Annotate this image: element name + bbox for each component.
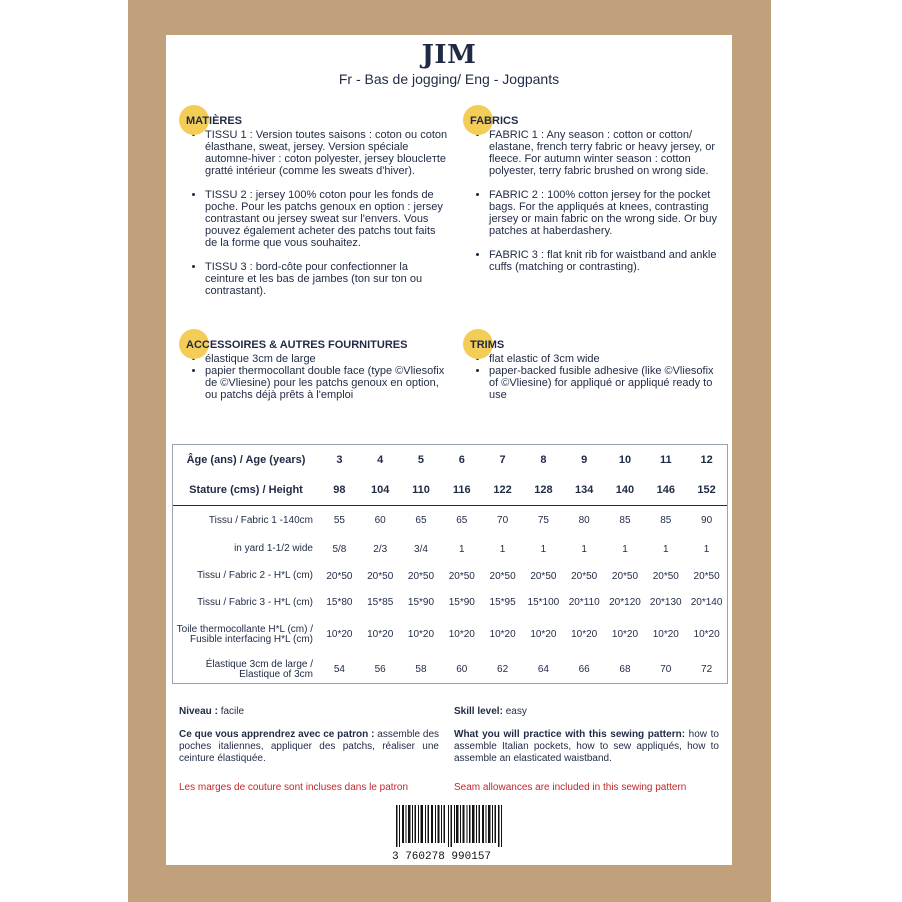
table-cell: 65 xyxy=(401,506,442,536)
learn-en: What you will practice with this sewing pattern: how to assemble Italian pockets, how to sew appliqués, how to assemble an elasticated waistband. xyxy=(454,729,719,764)
level-en: Skill level: easy xyxy=(454,706,527,717)
table-cell: 80 xyxy=(564,506,605,536)
table-cell: 62 xyxy=(497,664,509,675)
table-cell: 85 xyxy=(645,506,686,536)
list-item: • flat elastic of 3cm wide xyxy=(489,353,720,365)
size-table xyxy=(172,444,728,684)
table-cell: 20*50 xyxy=(367,570,394,582)
seam-allowance-en: Seam allowances are included in this sewing pattern xyxy=(454,782,687,793)
table-cell: 1 xyxy=(540,543,547,555)
age-cell: 7 xyxy=(499,454,506,466)
table-cell: 1 xyxy=(459,543,465,555)
age-cell: 9 xyxy=(581,454,588,466)
table-cell: 68 xyxy=(619,664,631,675)
table-cell: 10*20 xyxy=(407,629,435,640)
table-cell: 15*95 xyxy=(489,597,516,608)
table-cell: 2/3 xyxy=(373,543,388,555)
pattern-sheet xyxy=(166,35,732,865)
table-cell: 10*20 xyxy=(652,629,679,640)
fabrics-heading: FABRICS xyxy=(470,115,720,129)
table-cell: 10*20 xyxy=(489,629,516,640)
table-cell: 20*50 xyxy=(530,570,557,582)
age-cell: 12 xyxy=(700,454,713,466)
materials-list xyxy=(186,129,448,297)
row-label: Tissu / Fabric 3 - H*L (cm) xyxy=(197,596,313,608)
age-cell: 3 xyxy=(336,454,343,466)
fabrics-section xyxy=(470,115,720,285)
table-cell: 65 xyxy=(441,506,482,536)
stature-cell: 134 xyxy=(575,484,594,496)
accessories-heading: ACCESSOIRES & AUTRES FOURNITURES xyxy=(186,339,448,353)
seam-allowance-fr: Les marges de couture sont incluses dans le patron xyxy=(179,782,409,793)
list-item: • TISSU 3 : bord-côte pour confectionner la ceinture et les bas de jambes (ton sur ton ou contrastant). xyxy=(205,261,448,297)
barcode xyxy=(392,805,512,863)
row-label: Élastique 3cm de large / Elastique of 3cm xyxy=(205,658,313,680)
table-cell: 20*50 xyxy=(652,570,679,582)
age-row xyxy=(173,445,727,475)
table-cell: 20*120 xyxy=(609,597,641,608)
table-cell: 20*50 xyxy=(407,570,435,582)
list-item: • paper-backed fusible adhesive (like ©Vliesofix of ©Vliesine) for appliqué or appliqué ready to use xyxy=(489,365,720,401)
stature-cell: 98 xyxy=(333,484,346,496)
stature-cell: 122 xyxy=(493,484,512,496)
table-cell: 1 xyxy=(703,543,710,555)
table-cell: 20*140 xyxy=(690,597,723,608)
fabrics-list xyxy=(470,129,720,273)
table-cell: 10*20 xyxy=(530,629,557,640)
table-cell: 90 xyxy=(686,506,727,536)
table-cell: 1 xyxy=(499,543,506,555)
table-cell: 15*90 xyxy=(407,597,435,608)
stature-cell: 152 xyxy=(697,484,716,496)
stature-cell: 116 xyxy=(452,484,471,496)
table-cell: 20*130 xyxy=(649,597,682,608)
accessories-list xyxy=(186,353,448,401)
table-cell: 15*90 xyxy=(448,597,475,608)
table-cell: 60 xyxy=(360,506,401,536)
list-item: • FABRIC 1 : Any season : cotton or cotton/ elastane, french terry fabric or heavy jersey, or fleece. For autumn winter season : cotton polyester, terry fabric brushed on wrong side. xyxy=(489,129,720,177)
list-item: • papier thermocollant double face (type ©Vliesofix de ©Vliesine) pour les patchs genoux en option, ou patchs déjà prêts à l'emploi xyxy=(205,365,448,401)
row-label: Tissu / Fabric 2 - H*L (cm) xyxy=(197,570,313,581)
table-cell: 20*50 xyxy=(693,570,720,582)
list-item: • FABRIC 3 : flat knit rib for waistband and ankle cuffs (matching or contrasting). xyxy=(489,249,720,273)
table-cell: 20*50 xyxy=(326,570,353,582)
table-cell: 20*110 xyxy=(568,597,600,608)
stature-cell: 110 xyxy=(412,484,430,496)
table-row xyxy=(173,616,727,654)
table-cell: 60 xyxy=(456,664,468,675)
table-cell: 75 xyxy=(523,506,564,536)
table-cell: 10*20 xyxy=(367,629,394,640)
table-cell: 70 xyxy=(660,664,672,675)
table-row xyxy=(173,563,727,590)
table-cell: 5/8 xyxy=(332,543,347,555)
materials-section xyxy=(186,115,448,309)
table-cell: 10*20 xyxy=(693,629,720,640)
learn-fr: Ce que vous apprendrez avec ce patron : assemble des poches italiennes, appliquer des patchs, réaliser une ceinture élastiquée. xyxy=(179,729,440,764)
pattern-subtitle: Fr - Bas de jogging/ Eng - Jogpants xyxy=(338,71,560,87)
accessories-section xyxy=(186,339,448,401)
table-row xyxy=(173,590,727,616)
table-cell: 1 xyxy=(581,543,587,555)
age-cell: 5 xyxy=(417,454,425,466)
stature-cell: 128 xyxy=(534,484,553,496)
table-row xyxy=(173,536,727,563)
table-cell: 20*50 xyxy=(571,570,598,582)
table-cell: 56 xyxy=(374,664,386,675)
row-label: Tissu / Fabric 1 -140cm xyxy=(173,506,319,536)
age-cell: 6 xyxy=(458,454,465,466)
trims-heading: TRIMS xyxy=(470,339,720,353)
age-cell: 10 xyxy=(618,454,632,466)
table-cell: 58 xyxy=(415,664,427,675)
age-cell: 11 xyxy=(659,454,672,466)
age-cell: 8 xyxy=(540,454,547,466)
pattern-title: JIM xyxy=(421,40,477,70)
table-cell: 64 xyxy=(537,664,549,675)
trims-section xyxy=(470,339,720,401)
table-row xyxy=(173,654,727,686)
row-label: Toile thermocollante H*L (cm) / Fusible interfacing H*L (cm) xyxy=(176,623,313,645)
table-cell: 70 xyxy=(482,506,523,536)
table-cell: 55 xyxy=(319,506,360,536)
stature-cell: 140 xyxy=(615,484,635,496)
trims-list xyxy=(470,353,720,401)
table-cell: 20*50 xyxy=(489,570,516,582)
stature-label: Stature (cms) / Height xyxy=(189,484,303,496)
level-fr: Niveau : facile xyxy=(179,706,245,717)
table-cell: 20*50 xyxy=(448,570,475,582)
table-cell: 10*20 xyxy=(571,629,598,640)
table-cell: 1 xyxy=(662,543,669,555)
stature-cell: 146 xyxy=(656,484,675,496)
barcode-bars xyxy=(392,805,512,847)
list-item: • TISSU 2 : jersey 100% coton pour les fonds de poche. Pour les patchs genoux en option : jersey contrastant ou jersey sweat sur l'envers. Vous pouvez également acheter des patchs tout faits de la forme que vous souhaitez. xyxy=(205,189,448,249)
table-cell: 15*100 xyxy=(527,597,560,608)
table-cell: 3/4 xyxy=(414,543,428,555)
table-cell: 85 xyxy=(605,506,646,536)
table-cell: 54 xyxy=(333,664,345,675)
list-item: • FABRIC 2 : 100% cotton jersey for the pocket bags. For the appliqués at knees, contrasting jersey or main fabric on the wrong side. Or buy patches at haberdashery. xyxy=(489,189,720,237)
table-cell: 72 xyxy=(701,664,713,675)
list-item: • élastique 3cm de large xyxy=(205,353,448,365)
stature-row xyxy=(173,475,727,506)
table-cell: 15*85 xyxy=(367,597,394,608)
table-row xyxy=(173,506,727,536)
table-cell: 20*50 xyxy=(611,570,639,582)
table-cell: 10*20 xyxy=(611,629,639,640)
stature-cell: 104 xyxy=(371,484,390,496)
barcode-number: 3 760278 990157 xyxy=(392,851,492,863)
age-cell: 4 xyxy=(377,454,384,466)
materials-heading: MATIÈRES xyxy=(186,115,448,129)
list-item: • TISSU 1 : Version toutes saisons : coton ou coton élasthane, sweat, jersey. Version spéciale automne-hiver : coton polyester, jersey bloucleтte gratté intérieur (comme les sweats d'hiver). xyxy=(205,129,448,177)
table-cell: 66 xyxy=(578,664,590,675)
table-cell: 1 xyxy=(622,543,628,555)
row-label: in yard 1-1/2 wide xyxy=(234,543,313,554)
age-label: Âge (ans) / Age (years) xyxy=(186,454,306,466)
table-cell: 15*80 xyxy=(326,597,353,608)
table-cell: 10*20 xyxy=(448,629,475,640)
table-cell: 10*20 xyxy=(326,629,353,640)
